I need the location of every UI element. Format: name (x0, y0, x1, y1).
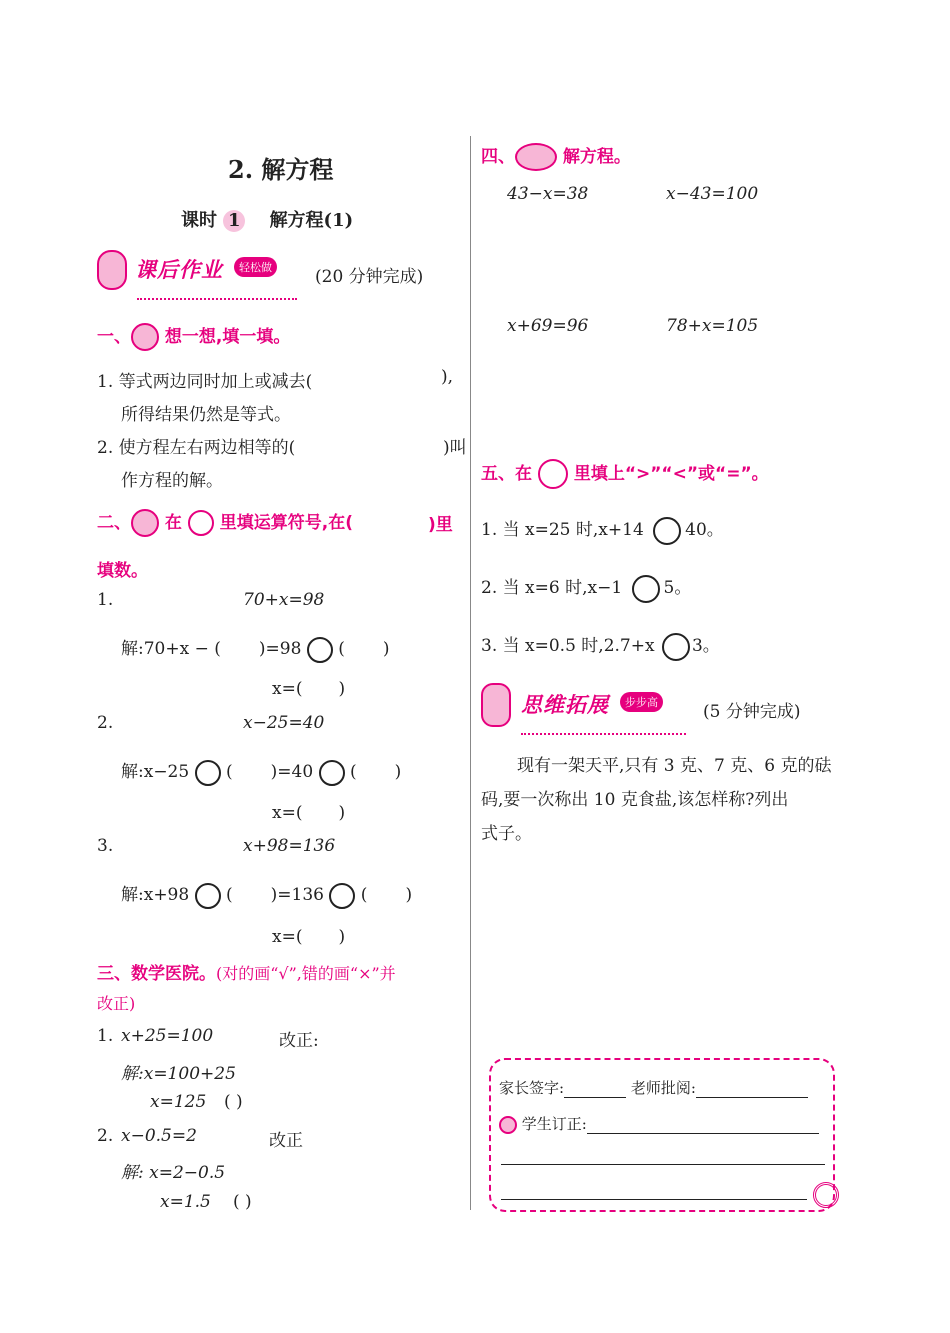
extension-banner (481, 681, 688, 729)
student-icon (499, 1116, 517, 1134)
parent-signature[interactable] (499, 1077, 808, 1098)
ext-line1: 现有一架天平,只有 3 克、7 克、6 克的砝 (517, 756, 832, 776)
section-text: 想一想,填一填。 (164, 327, 291, 347)
section-3-title (97, 959, 396, 984)
text: 解:x−25 (121, 762, 190, 782)
text: 里填上“>”“<”或“=”。 (573, 464, 769, 484)
s1-q1-line2: 所得结果仍然是等式。 (121, 405, 291, 425)
column-divider (470, 136, 471, 1210)
text: x=( (272, 679, 303, 699)
eq-1: 43−x=38 (507, 184, 589, 204)
s3-q2-s2: x=1.5 (160, 1192, 211, 1212)
banner-badge: 轻松做 (234, 257, 277, 277)
text: ( (338, 639, 345, 659)
banner-title: 思维拓展 (521, 693, 609, 717)
eq-3: x+69=96 (507, 316, 589, 336)
text: 1. 当 x=25 时,x+14 (481, 520, 644, 540)
compare-circle[interactable] (632, 575, 660, 603)
lesson-prefix: 课时 (181, 210, 217, 231)
text: 40。 (685, 520, 724, 540)
text: x=( (272, 803, 303, 823)
p2-num: 2. (97, 713, 114, 733)
ext-line3: 式子。 (481, 824, 532, 844)
text: ( (349, 762, 357, 782)
time-note-2: (5 分钟完成) (703, 702, 801, 722)
s5-q3 (481, 631, 720, 661)
text: )=136 (270, 885, 324, 905)
p3-equation: x+98=136 (243, 836, 336, 856)
text: ) (338, 927, 346, 947)
s5-q1 (481, 515, 724, 545)
label: 老师批阅: (630, 1079, 696, 1097)
s1-q1-close: ), (441, 367, 454, 387)
underline (696, 1097, 808, 1098)
text: 3。 (691, 636, 720, 656)
s3-q1-num: 1. (97, 1026, 114, 1046)
text: 5。 (663, 578, 692, 598)
s3-q1-eq: x+25=100 (121, 1026, 214, 1046)
text: 1. 等式两边同时加上或减去( (97, 372, 313, 392)
s1-q2-close: )叫 (443, 438, 467, 458)
s3-q1-s2: x=125 (150, 1092, 207, 1112)
page-title: 2. 解方程 (228, 155, 334, 184)
boy-mascot-icon (97, 250, 127, 290)
p2-solution (121, 757, 401, 786)
p2-equation: x−25=40 (243, 713, 325, 733)
s3-q1-fix: 改正: (279, 1031, 319, 1051)
section-2-title (97, 508, 353, 537)
section-1-title (97, 322, 290, 351)
text: 解:x+98 (121, 885, 190, 905)
text: ) (338, 803, 346, 823)
s3-q1-s1: 解:x=100+25 (121, 1064, 236, 1084)
blank-circle[interactable] (307, 637, 333, 663)
blank-circle[interactable] (319, 760, 345, 786)
section-2-title-line2: 填数。 (97, 561, 148, 581)
underline (564, 1097, 626, 1098)
text: ( (226, 885, 233, 905)
underline (587, 1133, 819, 1134)
blank-circle[interactable] (195, 883, 221, 909)
lesson-heading (181, 206, 353, 232)
s3-q2-num: 2. (97, 1126, 114, 1146)
text: 解:70+x − ( (121, 639, 221, 659)
girl-ladder-icon (481, 683, 511, 727)
section-3-title-line2: 改正) (97, 994, 136, 1013)
eq-2: x−43=100 (666, 184, 759, 204)
text: 三、数学医院。 (97, 964, 216, 984)
section-4-title (481, 142, 631, 171)
s3-q2-paren[interactable]: ( ) (233, 1192, 252, 1212)
student-correction[interactable] (499, 1113, 819, 1134)
banner-title: 课后作业 (135, 258, 223, 282)
text: )=98 (258, 639, 302, 659)
text: ) (405, 885, 413, 905)
p3-num: 3. (97, 836, 114, 856)
compare-circle[interactable] (662, 633, 690, 661)
banner-badge: 步步高 (620, 692, 663, 712)
text: x=( (272, 927, 303, 947)
homework-banner (97, 246, 302, 294)
banner-underline (521, 733, 686, 735)
s1-q2-line2: 作方程的解。 (121, 471, 223, 491)
girl-mascot-icon (515, 143, 557, 171)
banner-underline (137, 298, 297, 300)
text: 3. 当 x=0.5 时,2.7+x (481, 636, 655, 656)
text: ( (226, 762, 233, 782)
section-prefix: 一、 (97, 327, 131, 347)
s1-q2-line1: 2. 使方程左右两边相等的( (97, 438, 296, 458)
text: 里填运算符号,在( (219, 513, 353, 533)
section-prefix: 二、 (97, 513, 131, 533)
p1-solution (121, 634, 389, 663)
section-2-title-end: )里 (428, 515, 453, 535)
compare-circle[interactable] (653, 517, 681, 545)
text: 在 (164, 513, 182, 533)
text: ) (338, 679, 346, 699)
s3-q2-fix: 改正 (269, 1131, 303, 1151)
ext-line2: 码,要一次称出 10 克食盐,该怎样称?列出 (481, 790, 789, 810)
time-note: (20 分钟完成) (315, 267, 424, 287)
p1-equation: 70+x=98 (243, 590, 325, 610)
lesson-number-badge: 1 (223, 210, 245, 232)
s5-q2 (481, 573, 691, 603)
p3-x (272, 927, 345, 947)
s3-q1-paren[interactable]: ( ) (224, 1092, 243, 1112)
s1-q1-line1 (97, 367, 312, 392)
text: 五、在 (481, 464, 532, 484)
lesson-title: 解方程(1) (269, 210, 354, 231)
p1-num: 1. (97, 590, 114, 610)
text: ) (382, 639, 390, 659)
correction-line-2[interactable] (501, 1164, 825, 1165)
text: )=40 (270, 762, 314, 782)
p2-x (272, 803, 345, 823)
label: 家长签字: (499, 1079, 565, 1097)
eq-4: 78+x=105 (666, 316, 759, 336)
section-5-title (481, 459, 769, 489)
circle-symbol (188, 510, 214, 536)
label: 学生订正: (521, 1115, 587, 1133)
text: 2. 当 x=6 时,x−1 (481, 578, 623, 598)
s3-q2-s1: 解: x=2−0.5 (121, 1163, 226, 1183)
spiral-icon (813, 1182, 839, 1208)
p1-x (272, 679, 345, 699)
blank-circle[interactable] (195, 760, 221, 786)
blank-circle[interactable] (329, 883, 355, 909)
section-prefix: 四、 (481, 147, 515, 167)
text: ) (394, 762, 402, 782)
section-text: 解方程。 (562, 147, 631, 167)
circle-symbol (538, 459, 568, 489)
s3-q2-eq: x−0.5=2 (121, 1126, 197, 1146)
p3-solution (121, 880, 412, 909)
text: (对的画“√”,错的画“×”并 (216, 964, 396, 983)
kid-icon (131, 509, 159, 537)
text: ( (360, 885, 368, 905)
correction-line-3[interactable] (501, 1199, 807, 1200)
kid-icon (131, 323, 159, 351)
